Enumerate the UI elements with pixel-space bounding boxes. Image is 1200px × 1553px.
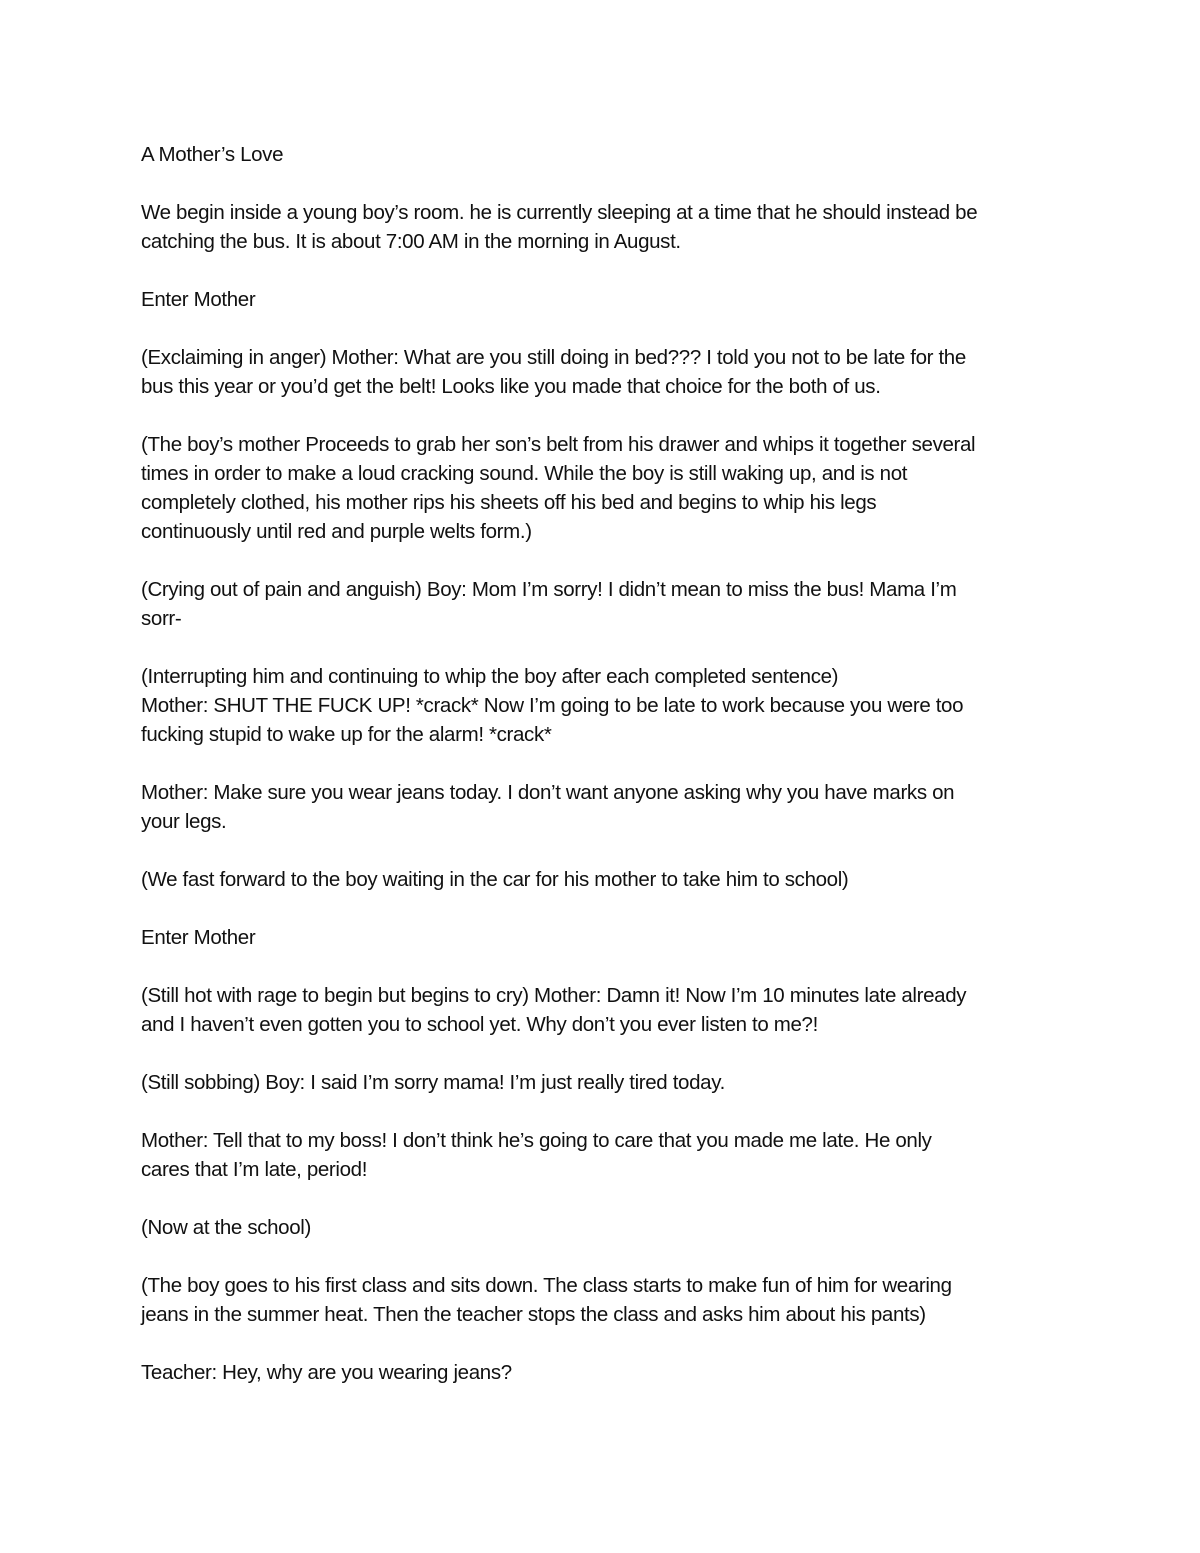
- paragraph: [141, 1271, 1066, 1329]
- paragraph: [141, 981, 1066, 1039]
- text-line: We begin inside a young boy’s room. he is currently sleeping at a time that he should instead be: [141, 201, 978, 224]
- text-line: Mother: SHUT THE FUCK UP! *crack* Now I’m going to be late to work because you were too: [141, 694, 964, 717]
- paragraph: [141, 1213, 1066, 1242]
- text-line: Enter Mother: [141, 288, 256, 311]
- text-line: your legs.: [141, 810, 227, 833]
- paragraph: [141, 1126, 1066, 1184]
- document-title: [141, 140, 1066, 169]
- paragraph: [141, 865, 1066, 894]
- text-line: Enter Mother: [141, 926, 256, 949]
- text-line: jeans in the summer heat. Then the teacher stops the class and asks him about his pants): [141, 1303, 926, 1326]
- text-line: sorr-: [141, 607, 182, 630]
- text-line: times in order to make a loud cracking sound. While the boy is still waking up, and is not: [141, 462, 908, 485]
- text-line: bus this year or you’d get the belt! Looks like you made that choice for the both of us.: [141, 375, 881, 398]
- paragraph: [141, 1068, 1066, 1097]
- text-line: (Exclaiming in anger) Mother: What are you still doing in bed??? I told you not to be late for the: [141, 346, 966, 369]
- text-line: (Crying out of pain and anguish) Boy: Mom I’m sorry! I didn’t mean to miss the bus! Mama I’m: [141, 578, 957, 601]
- text-line: (Still hot with rage to begin but begins to cry) Mother: Damn it! Now I’m 10 minutes late already: [141, 984, 967, 1007]
- paragraph: [141, 923, 1066, 952]
- text-line: fucking stupid to wake up for the alarm! *crack*: [141, 723, 552, 746]
- text-line: (The boy goes to his first class and sits down. The class starts to make fun of him for wearing: [141, 1274, 952, 1297]
- paragraph: [141, 575, 1066, 633]
- text-line: (Interrupting him and continuing to whip the boy after each completed sentence): [141, 665, 839, 688]
- text-line: completely clothed, his mother rips his sheets off his bed and begins to whip his legs: [141, 491, 877, 514]
- text-line: (The boy’s mother Proceeds to grab her son’s belt from his drawer and whips it together several: [141, 433, 976, 456]
- paragraph: [141, 1358, 1066, 1387]
- paragraph: [141, 285, 1066, 314]
- text-line: continuously until red and purple welts form.): [141, 520, 532, 543]
- paragraph: [141, 198, 1066, 256]
- text-line: cares that I’m late, period!: [141, 1158, 368, 1181]
- document-body: [141, 140, 1066, 1416]
- text-line: catching the bus. It is about 7:00 AM in the morning in August.: [141, 230, 681, 253]
- text-line: Mother: Make sure you wear jeans today. I don’t want anyone asking why you have marks on: [141, 781, 955, 804]
- text-line: (We fast forward to the boy waiting in the car for his mother to take him to school): [141, 868, 849, 891]
- text-line: Teacher: Hey, why are you wearing jeans?: [141, 1361, 512, 1384]
- text-line: (Still sobbing) Boy: I said I’m sorry mama! I’m just really tired today.: [141, 1071, 725, 1094]
- text-line: (Now at the school): [141, 1216, 311, 1239]
- text-line: and I haven’t even gotten you to school yet. Why don’t you ever listen to me?!: [141, 1013, 818, 1036]
- paragraph: [141, 343, 1066, 401]
- title-text: A Mother’s Love: [141, 143, 284, 166]
- paragraph: [141, 662, 1066, 749]
- text-line: Mother: Tell that to my boss! I don’t think he’s going to care that you made me late. He only: [141, 1129, 932, 1152]
- paragraph: [141, 778, 1066, 836]
- paragraph: [141, 430, 1066, 546]
